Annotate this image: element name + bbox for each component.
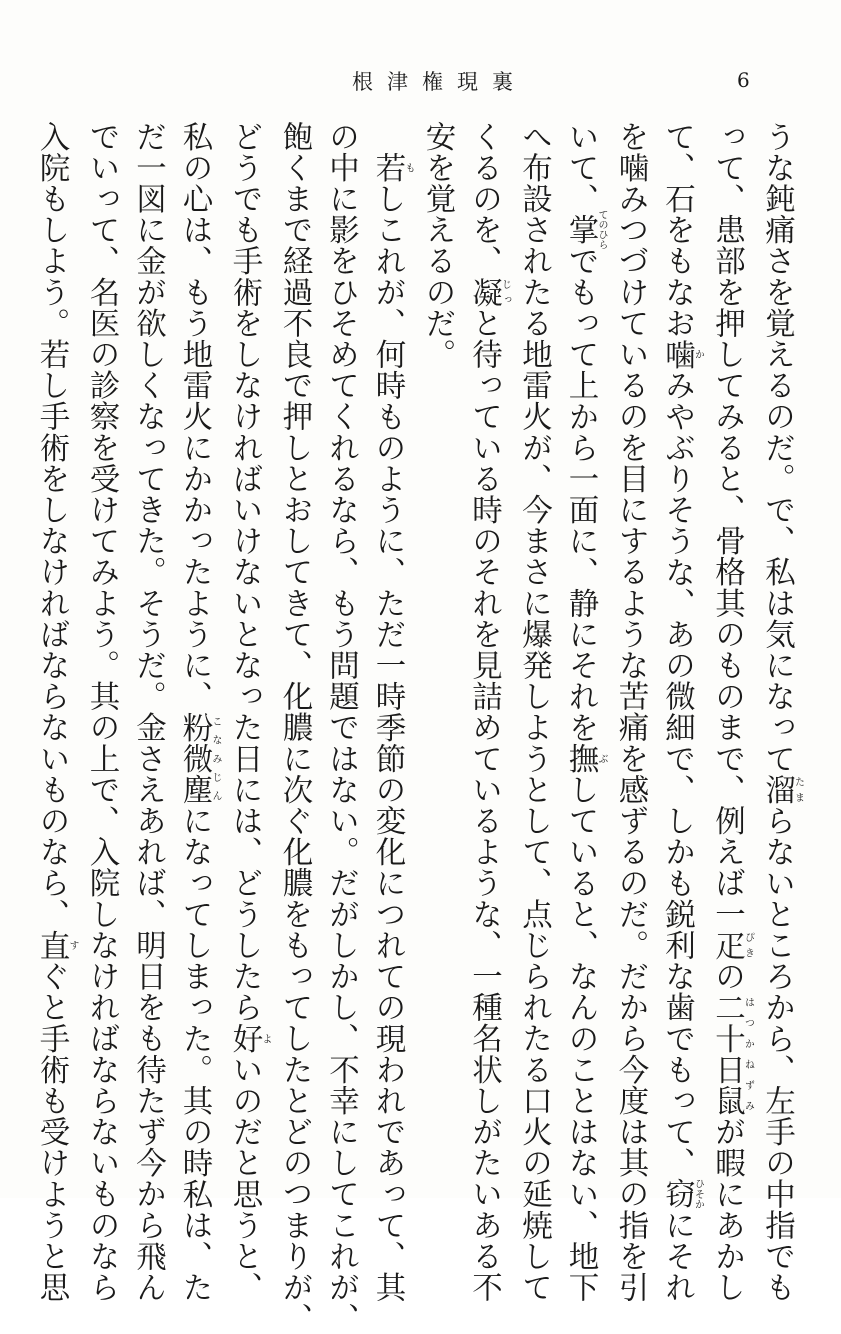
- ruby-base: 窃: [659, 1178, 695, 1210]
- ruby-base: 溜: [759, 774, 795, 806]
- text-run: と待っている時のそれを見詰めているような、一種名状しがたいある不: [466, 307, 502, 1303]
- text-run: らないところから、左手の中指でも: [759, 805, 795, 1303]
- text-run: にそれ: [659, 1209, 695, 1303]
- furigana: ぶ: [596, 743, 607, 775]
- text-run: していると、なんのことはない、地下: [563, 774, 598, 1303]
- ruby-base: 二十日鼠: [709, 991, 745, 1117]
- ruby-word: [227, 1022, 271, 1055]
- text-run: の: [709, 960, 745, 992]
- text-column: [414, 121, 461, 1156]
- ruby-word: [759, 774, 804, 806]
- text-run: でもって上から一面に、静にそれを: [563, 245, 598, 744]
- text-run: しこれが、何時ものように、ただ一時季節の変化につれての現われであって、其: [370, 183, 405, 1303]
- body-text: [34, 121, 804, 1334]
- ruby-base: 若: [370, 152, 405, 184]
- text-column: [221, 121, 271, 1303]
- text-run: でいって、名医の診察を受けてみよう。其の上で、入院しなければならないものなら: [84, 121, 119, 1303]
- text-column: [460, 121, 511, 1303]
- text-column: [653, 121, 704, 1303]
- furigana: たま: [792, 774, 804, 806]
- text-column: [557, 121, 607, 1303]
- text-column: [78, 121, 125, 1303]
- text-run: の中に影をひそめてくれるなら、もう問題ではない。だがしかし、不幸にしてこれが、: [323, 121, 359, 1334]
- ruby-word: [177, 711, 221, 806]
- ruby-base: 疋: [709, 929, 745, 961]
- furigana: てのひら: [596, 209, 607, 250]
- furigana: ひそか: [692, 1178, 704, 1210]
- ruby-base: 撫: [563, 743, 598, 775]
- text-run: って、患部を押してみると、骨格其のものまで、例えば一: [709, 121, 745, 930]
- text-column: [607, 121, 654, 1303]
- text-run: いて、: [563, 121, 598, 215]
- text-column: [703, 121, 754, 1303]
- text-run: うな鈍痛さを覚えるのだ。で、私は気になって: [759, 121, 795, 775]
- furigana: も: [403, 152, 414, 184]
- text-run: いのだと思うと、: [227, 1054, 262, 1303]
- text-column: [124, 121, 171, 1303]
- text-column: [271, 121, 318, 1334]
- text-run: 飽くまで経過不良で押しとおしてきて、化膿に次ぐ化膿をもってしたとどのつまりが、: [277, 121, 312, 1334]
- text-run: みやぶりそうな、あの微細で、しかも鋭利な歯でもって、: [659, 369, 695, 1179]
- ruby-word: [709, 929, 754, 961]
- ruby-word: [659, 338, 704, 370]
- text-run: て、石をもなお: [659, 121, 695, 339]
- furigana: じっ: [499, 276, 511, 308]
- ruby-base: 粉微塵: [177, 711, 212, 806]
- ruby-base: 直: [34, 929, 69, 961]
- ruby-word: [466, 276, 511, 308]
- text-run: どうでも手術をしなければいけないとなった日には、どうしたら: [227, 121, 262, 1023]
- text-column: [364, 121, 414, 1303]
- furigana: こなみじん: [210, 711, 221, 806]
- ruby-word: [563, 743, 607, 775]
- text-run: が暇にあかし: [709, 1116, 745, 1303]
- text-run: くるのを、: [466, 121, 502, 277]
- text-column: [171, 121, 221, 1303]
- text-run: になってしまった。其の時私は、た: [177, 805, 212, 1303]
- text-run: を噛みつづけているのを目にするような苦痛を感ずるのだ。だから今度は其の指を引: [613, 121, 648, 1303]
- ruby-base: 好: [227, 1022, 262, 1055]
- furigana: はつかねずみ: [742, 991, 754, 1117]
- ruby-base: 掌: [563, 209, 598, 250]
- ruby-word: [709, 991, 754, 1117]
- text-run: 安を覚えるのだ。: [420, 121, 455, 370]
- ruby-word: [659, 1178, 704, 1210]
- ruby-word: [370, 152, 414, 184]
- ruby-word: [563, 209, 607, 250]
- ruby-base: 噛: [659, 338, 695, 370]
- furigana: か: [692, 338, 704, 370]
- furigana: よ: [260, 1022, 271, 1054]
- text-run: へ布設されたる地雷火が、今まさに爆発しようとして、点じられたる口火の延焼して: [516, 121, 552, 1303]
- text-column: [753, 121, 804, 1303]
- text-run: 入院もしよう。若し手術をしなければならないものなら、: [34, 121, 69, 930]
- text-run: [370, 121, 405, 152]
- text-run: ぐと手術も受けようと思: [34, 960, 69, 1303]
- text-column: [510, 121, 557, 1303]
- text-run: 私の心は、もう地雷火にかかったように、: [177, 121, 212, 712]
- ruby-word: [34, 929, 78, 961]
- page-number: 6: [737, 68, 750, 92]
- ruby-base: 凝: [466, 276, 502, 308]
- running-title: 根津権現裏: [352, 70, 527, 94]
- text-column: [317, 121, 364, 1334]
- text-column: [28, 121, 78, 1303]
- furigana: す: [67, 929, 78, 961]
- text-run: だ一図に金が欲しくなってきた。そうだ。金さえあれば、明日をも待たず今から飛ん: [130, 121, 166, 1303]
- furigana: ぴき: [742, 929, 754, 961]
